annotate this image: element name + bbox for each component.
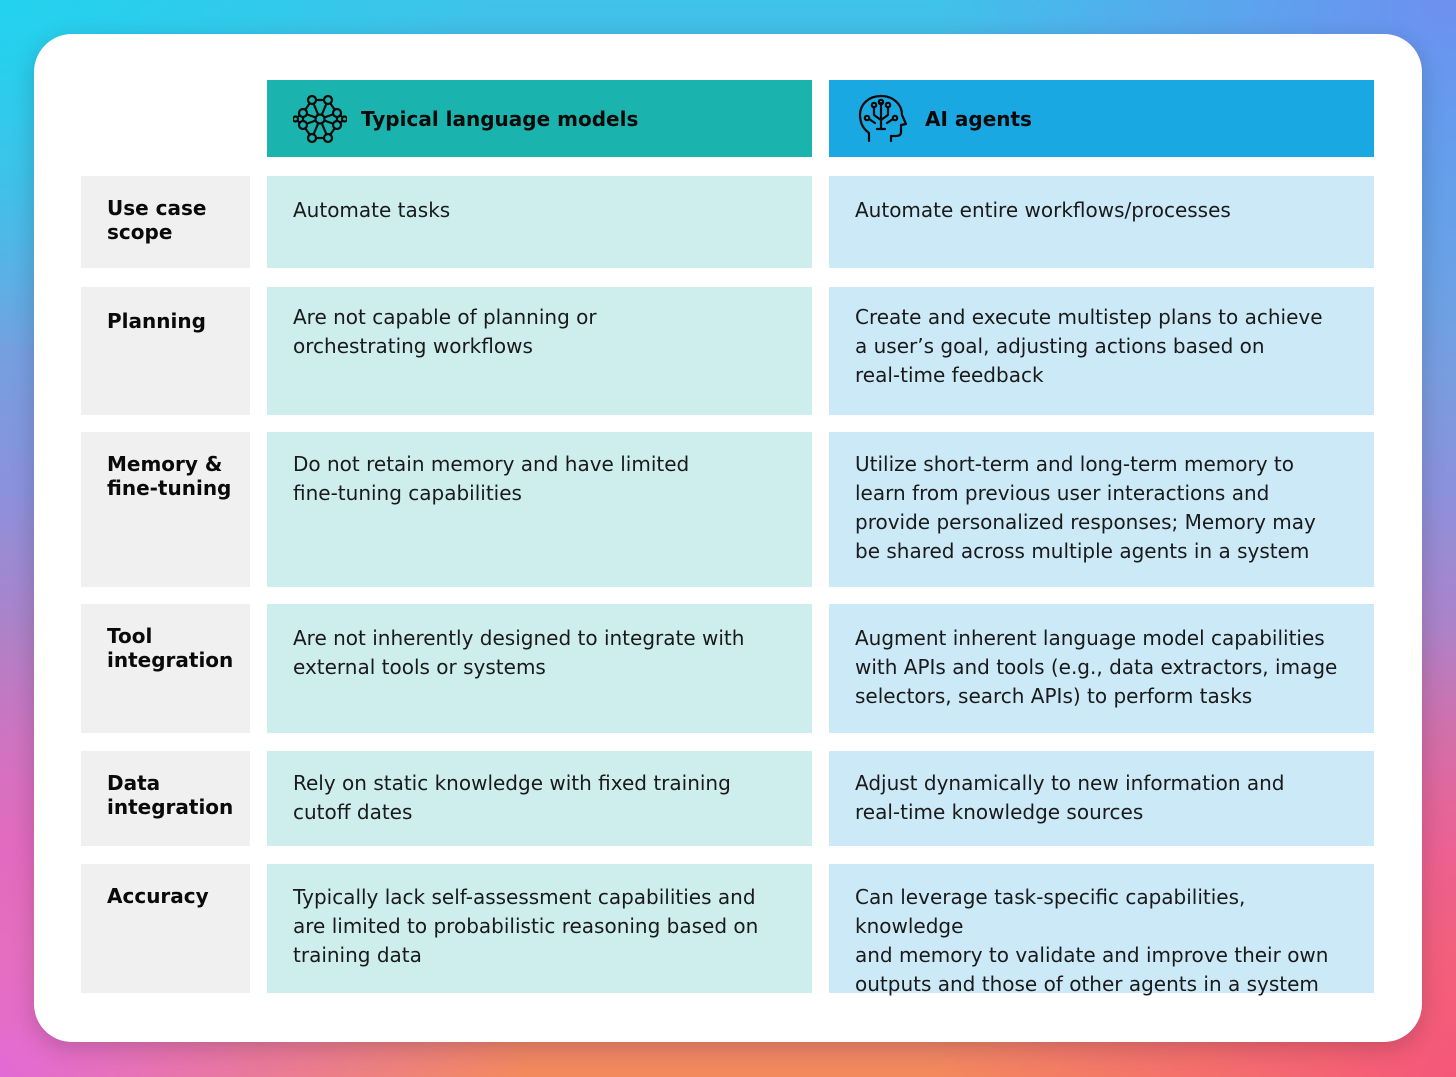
- cell-agent-memory-fine-tuning: Utilize short-term and long-term memory to learn from previous user interactions and provide personalized responses; Memory may be shared across multiple agents in a system: [829, 432, 1374, 587]
- cell-llm-data-integration: Rely on static knowledge with fixed training cutoff dates: [267, 751, 812, 846]
- cell-llm-memory-fine-tuning: Do not retain memory and have limited fine-tuning capabilities: [267, 432, 812, 587]
- column-title-ai-agents: AI agents: [925, 106, 1032, 131]
- comparison-card: [34, 34, 1422, 1042]
- neural-network-icon: [293, 94, 347, 144]
- column-header-ai-agents: [829, 80, 1374, 157]
- cell-llm-tool-integration: Are not inherently designed to integrate with external tools or systems: [267, 604, 812, 733]
- cell-agent-planning: Create and execute multistep plans to achieve a user’s goal, adjusting actions based on real-time feedback: [829, 287, 1374, 415]
- column-title-language-models: Typical language models: [361, 106, 639, 131]
- row-label-tool-integration: [81, 604, 250, 733]
- column-header-language-models: [267, 80, 812, 157]
- row-label-text: Tool integration: [107, 624, 234, 672]
- row-label-text: Use case scope: [107, 196, 207, 244]
- cell-llm-use-case-scope: Automate tasks: [267, 176, 812, 268]
- row-label-planning: [81, 287, 250, 415]
- row-label-memory-fine-tuning: [81, 432, 250, 587]
- row-label-accuracy: [81, 864, 250, 993]
- cell-agent-tool-integration: Augment inherent language model capabilities with APIs and tools (e.g., data extractors, image selectors, search APIs) to perform tasks: [829, 604, 1374, 733]
- row-label-text: Planning: [107, 309, 206, 333]
- cell-agent-data-integration: Adjust dynamically to new information and real-time knowledge sources: [829, 751, 1374, 846]
- cell-agent-accuracy: Can leverage task-specific capabilities, knowledge and memory to validate and improve their own outputs and those of other agents in a system: [829, 864, 1374, 993]
- row-label-text: Data integration: [107, 771, 234, 819]
- cell-llm-planning: Are not capable of planning or orchestrating workflows: [267, 287, 812, 415]
- row-label-text: Accuracy: [107, 884, 209, 908]
- brain-head-icon: [855, 94, 909, 144]
- cell-agent-use-case-scope: Automate entire workflows/processes: [829, 176, 1374, 268]
- row-label-use-case-scope: [81, 176, 250, 268]
- row-label-data-integration: [81, 751, 250, 846]
- cell-llm-accuracy: Typically lack self-assessment capabilities and are limited to probabilistic reasoning based on training data: [267, 864, 812, 993]
- row-label-text: Memory & fine-tuning: [107, 452, 232, 500]
